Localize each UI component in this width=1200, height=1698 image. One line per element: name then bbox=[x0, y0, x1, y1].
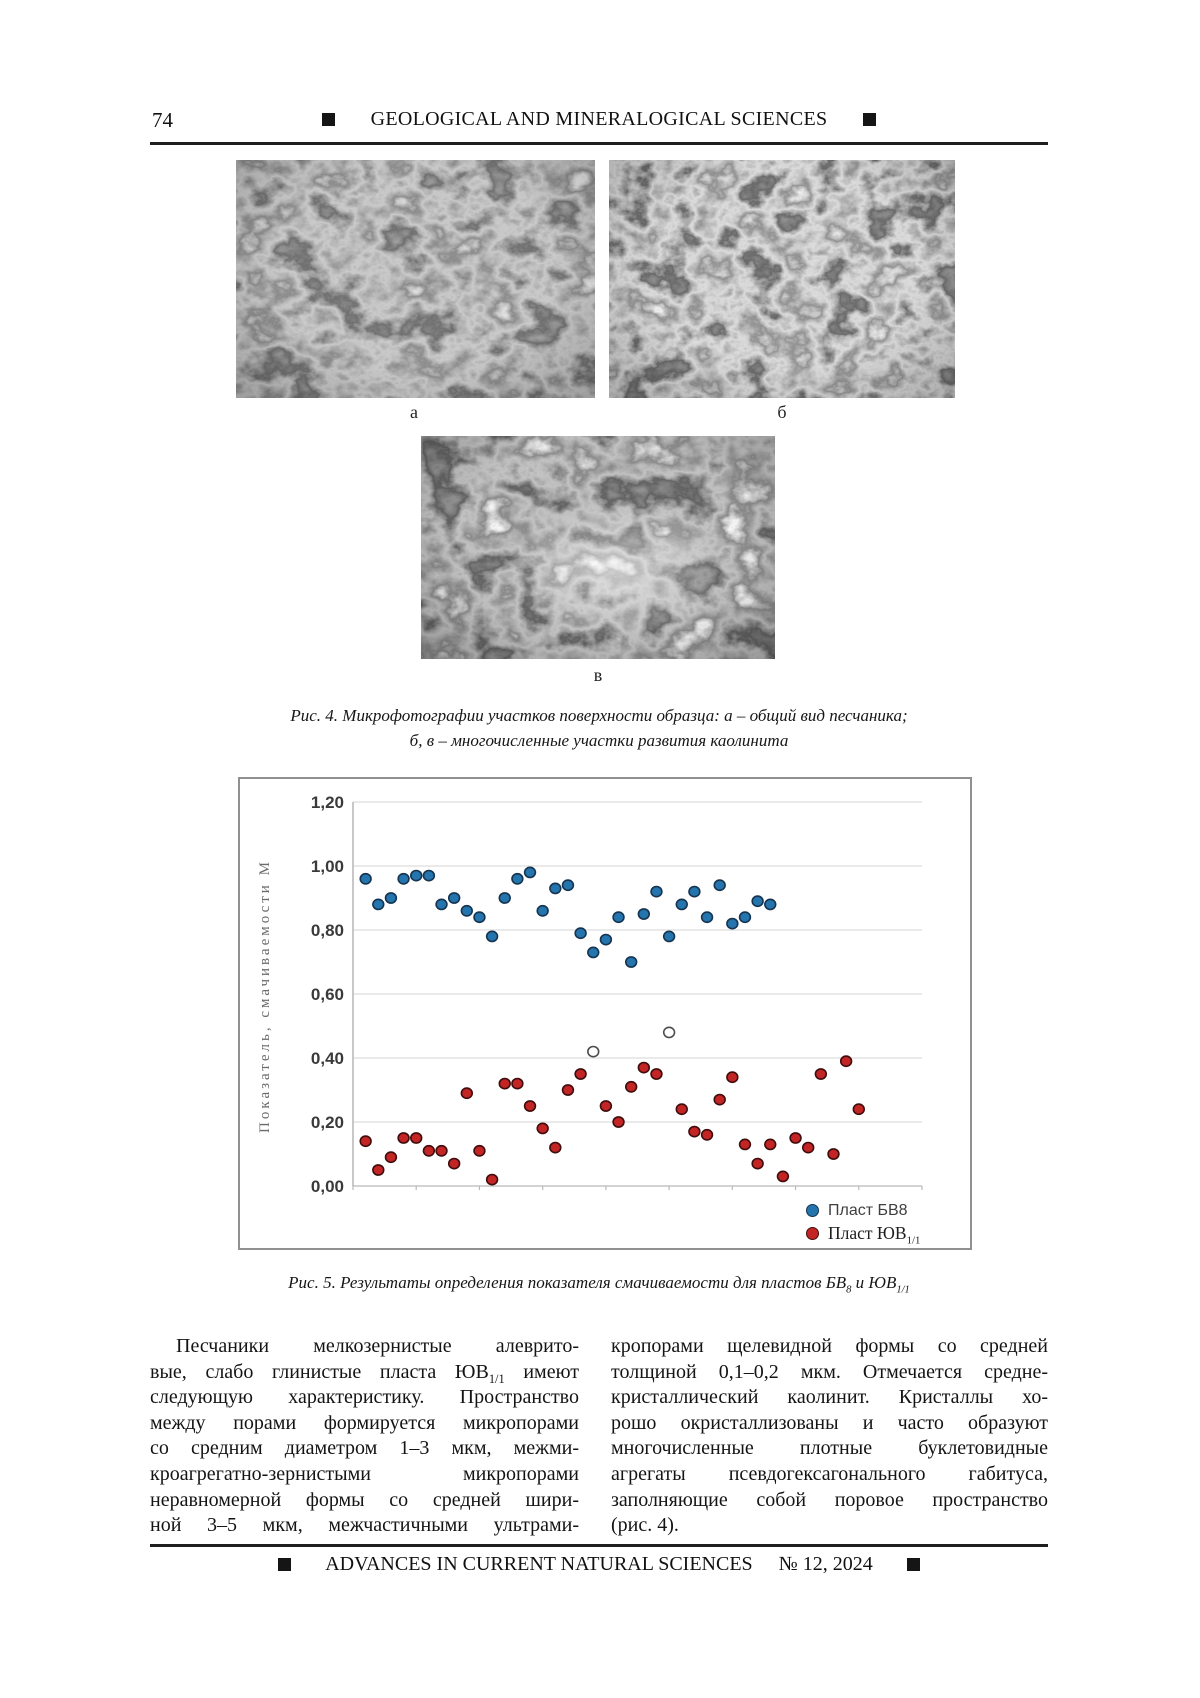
scatter-point bbox=[461, 1088, 472, 1098]
scatter-point bbox=[588, 947, 599, 957]
scatter-point bbox=[626, 957, 637, 967]
scatter-point bbox=[411, 1133, 422, 1143]
body-line: (рис. 4). bbox=[611, 1514, 679, 1537]
scatter-point bbox=[360, 874, 371, 884]
y-tick-label: 0,80 bbox=[310, 921, 344, 940]
scatter-point bbox=[575, 928, 586, 938]
footer-issue: № 12, 2024 bbox=[778, 1553, 873, 1575]
subfigure-label-v: в bbox=[593, 665, 603, 685]
scatter-point bbox=[740, 1139, 751, 1149]
scatter-point bbox=[676, 899, 687, 909]
scatter-point bbox=[765, 899, 776, 909]
scatter-point bbox=[815, 1069, 826, 1079]
y-tick-label: 0,00 bbox=[310, 1177, 344, 1196]
scatter-point bbox=[664, 931, 675, 941]
scatter-point bbox=[765, 1139, 776, 1149]
scatter-point bbox=[411, 871, 422, 881]
scatter-point bbox=[613, 912, 624, 922]
scatter-point bbox=[386, 893, 397, 903]
figure5-caption: Рис. 5. Результаты определения показателя смачиваемости для пластов $БВ_8$ и $ЮВ_{1/1}$ bbox=[288, 1273, 910, 1296]
body-line: со средним диаметром 1–3 мкм, межми- bbox=[150, 1437, 579, 1460]
scatter-point bbox=[676, 1104, 687, 1114]
scatter-point bbox=[790, 1133, 801, 1143]
scatter-point bbox=[461, 906, 472, 916]
y-axis-title: Показатель, смачиваемости М bbox=[257, 859, 273, 1133]
body-line: агрегаты псевдогексагонального габитуса, bbox=[611, 1462, 1048, 1485]
scatter-point bbox=[600, 1101, 611, 1111]
scatter-point bbox=[487, 1175, 498, 1185]
body-line: толщиной 0,1–0,2 мкм. Отмечается средне- bbox=[611, 1360, 1048, 1383]
body-line: кропорами щелевидной формы со средней bbox=[611, 1335, 1048, 1357]
legend-label-yuv11: Пласт $ЮВ_{1/1}$ bbox=[828, 1223, 921, 1247]
scatter-point bbox=[638, 909, 649, 919]
y-tick-label: 0,40 bbox=[310, 1049, 344, 1068]
scatter-point bbox=[525, 1101, 536, 1111]
scatter-point bbox=[474, 1146, 485, 1156]
scatter-point bbox=[727, 1072, 738, 1082]
vignette-overlay bbox=[236, 160, 595, 398]
body-line: многочисленные плотные буклетовидные bbox=[611, 1437, 1048, 1460]
scatter-point bbox=[828, 1149, 839, 1159]
scatter-point bbox=[740, 912, 751, 922]
body-line: между порами формируется микропорами bbox=[150, 1411, 579, 1434]
legend-marker-bv8 bbox=[806, 1204, 819, 1217]
body-line: ной 3–5 мкм, межчастичными ультрами- bbox=[150, 1514, 579, 1537]
scatter-point bbox=[499, 1079, 510, 1089]
scatter-point bbox=[386, 1152, 397, 1162]
figure4-caption-line1: Рис. 4. Микрофотографии участков поверхности образца: а – общий вид песчаника; bbox=[290, 706, 908, 725]
scatter-point bbox=[563, 880, 574, 890]
scatter-point bbox=[600, 935, 611, 945]
scatter-point bbox=[373, 899, 384, 909]
y-tick-label: 1,20 bbox=[310, 793, 344, 812]
body-line: кристаллический каолинит. Кристаллы хо- bbox=[611, 1386, 1048, 1409]
figure4-caption bbox=[150, 703, 1048, 753]
legend-marker-yuv11 bbox=[806, 1227, 819, 1240]
scatter-point bbox=[449, 1159, 460, 1169]
y-tick-label: 0,60 bbox=[310, 985, 344, 1004]
scatter-point bbox=[752, 896, 763, 906]
scatter-point bbox=[651, 1069, 662, 1079]
scatter-point bbox=[714, 1095, 725, 1105]
scatter-point bbox=[575, 1069, 586, 1079]
scatter-point bbox=[398, 1133, 409, 1143]
running-header bbox=[150, 108, 1048, 131]
scatter-point bbox=[702, 1130, 713, 1140]
header-title: GEOLOGICAL AND MINERALOGICAL SCIENCES bbox=[370, 108, 828, 130]
scatter-point bbox=[537, 1123, 548, 1133]
page-number: 74 bbox=[152, 108, 173, 132]
scatter-point bbox=[436, 899, 447, 909]
y-tick-label: 1,00 bbox=[310, 857, 344, 876]
body-line: кроагрегатно-зернистыми микропорами bbox=[150, 1462, 579, 1485]
scatter-point bbox=[714, 880, 725, 890]
scatter-point bbox=[423, 1146, 434, 1156]
sem-image-a bbox=[236, 160, 595, 398]
scatter-point bbox=[841, 1056, 852, 1066]
body-line: неравномерной формы со средней шири- bbox=[150, 1488, 579, 1511]
header-square-right-icon bbox=[863, 113, 876, 126]
vignette-overlay bbox=[421, 436, 775, 659]
scatter-point bbox=[803, 1143, 814, 1153]
legend-row-bv8 bbox=[806, 1199, 920, 1222]
scatter-point bbox=[449, 893, 460, 903]
scatter-point bbox=[702, 912, 713, 922]
scatter-point bbox=[550, 1143, 561, 1153]
scatter-point bbox=[626, 1082, 637, 1092]
footer-journal-name: ADVANCES IN CURRENT NATURAL SCIENCES bbox=[325, 1553, 753, 1575]
figure4-caption-line2: б, в – многочисленные участки развития каолинита bbox=[409, 731, 789, 750]
body-line: следующую характеристику. Пространство bbox=[150, 1386, 579, 1409]
legend-row-yuv11 bbox=[806, 1222, 920, 1245]
scatter-point bbox=[778, 1171, 789, 1181]
running-footer bbox=[150, 1553, 1048, 1576]
scatter-point bbox=[474, 912, 485, 922]
scatter-point bbox=[398, 874, 409, 884]
scatter-point bbox=[436, 1146, 447, 1156]
body-line: вые, слабо глинистые пласта $ЮВ_{1/1}$ имеют bbox=[150, 1360, 579, 1386]
scatter-point bbox=[689, 1127, 700, 1137]
scatter-point bbox=[727, 919, 738, 929]
scatter-point bbox=[550, 883, 561, 893]
scatter-point bbox=[487, 931, 498, 941]
scatter-point bbox=[853, 1104, 864, 1114]
body-column-left bbox=[150, 1334, 579, 1539]
scatter-point bbox=[689, 887, 700, 897]
vignette-overlay bbox=[609, 160, 955, 398]
scatter-point bbox=[613, 1117, 624, 1127]
scatter-point bbox=[373, 1165, 384, 1175]
scatter-plot bbox=[240, 779, 970, 1248]
body-line: рошо окристаллизованы и часто образуют bbox=[611, 1411, 1048, 1434]
header-square-left-icon bbox=[322, 113, 335, 126]
subfigure-label-b: б bbox=[777, 402, 787, 422]
scatter-point bbox=[512, 1079, 523, 1089]
body-column-right bbox=[611, 1334, 1048, 1539]
scatter-point bbox=[537, 906, 548, 916]
scatter-point bbox=[651, 887, 662, 897]
scatter-point bbox=[638, 1063, 649, 1073]
footer-rule bbox=[150, 1544, 1048, 1547]
legend-label-bv8: Пласт БВ8 bbox=[828, 1201, 908, 1219]
y-tick-label: 0,20 bbox=[310, 1113, 344, 1132]
subfigure-label-a: а bbox=[410, 402, 418, 422]
scatter-point bbox=[423, 871, 434, 881]
scatter-point bbox=[588, 1047, 599, 1057]
sem-image-b bbox=[609, 160, 955, 398]
scatter-point bbox=[499, 893, 510, 903]
sem-image-v bbox=[421, 436, 775, 659]
figure5-chart bbox=[238, 777, 972, 1250]
chart-legend bbox=[806, 1199, 920, 1245]
header-rule bbox=[150, 142, 1048, 145]
scatter-point bbox=[752, 1159, 763, 1169]
body-line: Песчаники мелкозернистые алеврито- bbox=[176, 1335, 579, 1357]
scatter-point bbox=[512, 874, 523, 884]
footer-title bbox=[325, 1553, 873, 1576]
body-line: заполняющие собой поровое пространство bbox=[611, 1488, 1048, 1511]
footer-square-left-icon bbox=[278, 1558, 291, 1571]
scatter-point bbox=[664, 1027, 675, 1037]
footer-square-right-icon bbox=[907, 1558, 920, 1571]
scatter-point bbox=[525, 867, 536, 877]
scatter-point bbox=[360, 1136, 371, 1146]
scatter-point bbox=[563, 1085, 574, 1095]
